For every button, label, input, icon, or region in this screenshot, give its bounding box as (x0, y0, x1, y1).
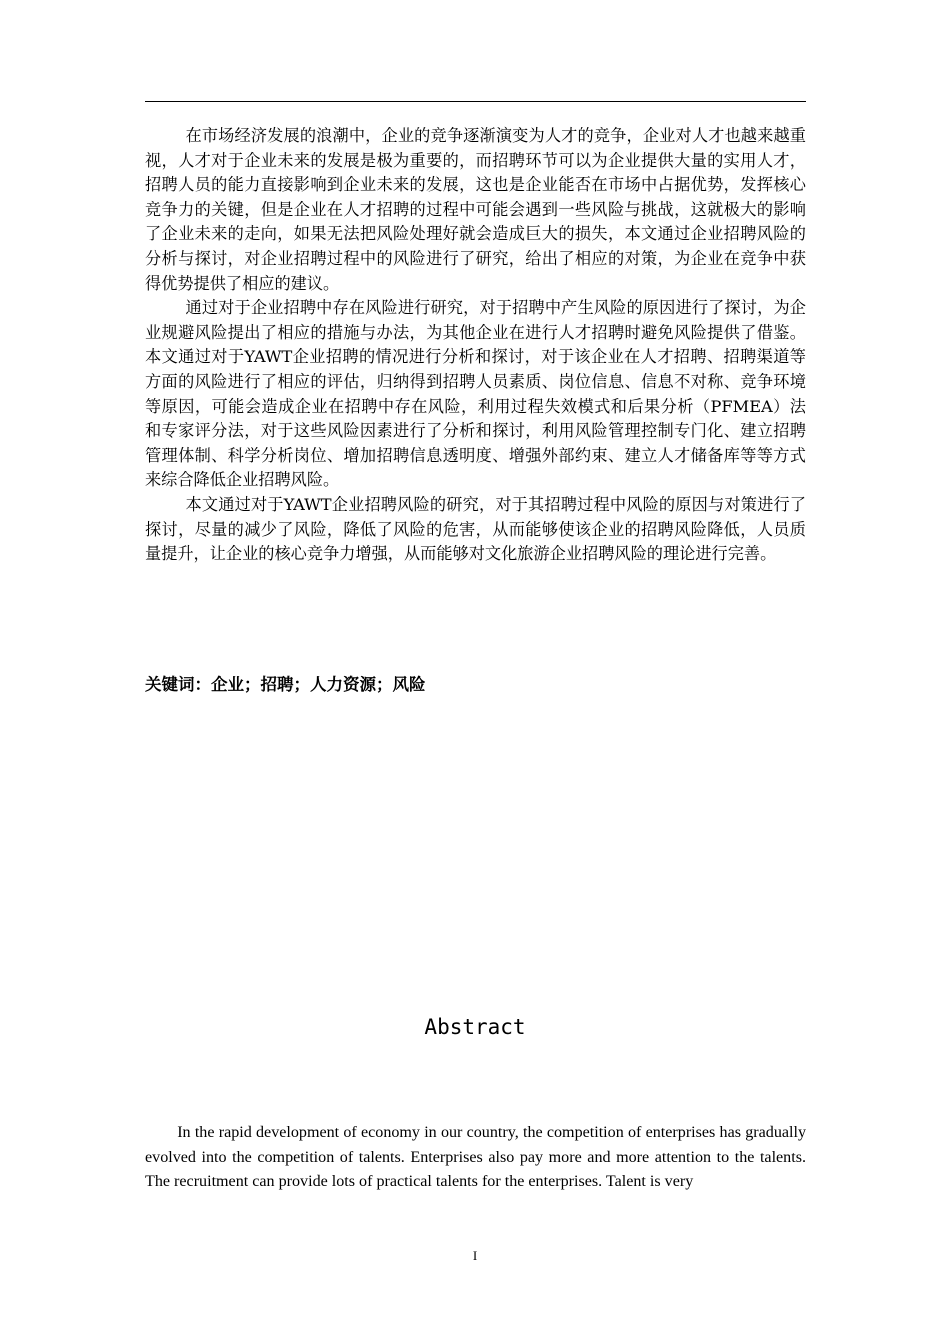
page-number: I (472, 1248, 478, 1263)
english-abstract-title: Abstract (424, 1015, 526, 1039)
chinese-paragraph-2: 通过对于企业招聘中存在风险进行研究，对于招聘中产生风险的原因进行了探讨，为企业规避风险提出了相应的措施与办法，为其他企业在进行人才招聘时避免风险提供了借鉴。本文通过对于YAWT企业招聘的情况进行分析和探讨，对于该企业在人才招聘、招聘渠道等方面的风险进行了相应的评估，归纳得到招聘人员素质、岗位信息、信息不对称、竞争环境等原因，可能会造成企业在招聘中存在风险，利用过程失效模式和后果分析（PFMEA）法和专家评分法，对于这些风险因素进行了分析和探讨，利用风险管理控制专门化、建立招聘管理体制、科学分析岗位、增加招聘信息透明度、增强外部约束、建立人才储备库等等方式来综合降低企业招聘风险。 (145, 298, 806, 490)
english-paragraph-1: In the rapid development of economy in our country, the competition of enterprises has gradually evolved into the competition of talents. Enterprises also pay more and more attention to the talents. The recruitment can provide lots of practical talents for the enterprises. Talent is very (145, 1124, 806, 1190)
chinese-abstract-body (145, 124, 806, 567)
keywords-line: 关键词：企业；招聘；人力资源；风险 (145, 675, 426, 694)
chinese-paragraph-3: 本文通过对于YAWT企业招聘风险的研究，对于其招聘过程中风险的原因与对策进行了探讨，尽量的减少了风险，降低了风险的危害，从而能够使该企业的招聘风险降低，人员质量提升，让企业的核心竞争力增强，从而能够对文化旅游企业招聘风险的理论进行完善。 (145, 494, 806, 564)
header-rule (145, 101, 806, 102)
english-abstract-body (145, 1121, 806, 1195)
chinese-paragraph-1: 在市场经济发展的浪潮中，企业的竞争逐渐演变为人才的竞争，企业对人才也越来越重视，人才对于企业未来的发展是极为重要的，而招聘环节可以为企业提供大量的实用人才，招聘人员的能力直接影响到企业未来的发展，这也是企业能否在市场中占据优势，发挥核心竞争力的关键，但是企业在人才招聘的过程中可能会遇到一些风险与挑战，这就极大的影响了企业未来的走向，如果无法把风险处理好就会造成巨大的损失，本文通过企业招聘风险的分析与探讨，对企业招聘过程中的风险进行了研究，给出了相应的对策，为企业在竞争中获得优势提供了相应的建议。 (145, 126, 806, 293)
